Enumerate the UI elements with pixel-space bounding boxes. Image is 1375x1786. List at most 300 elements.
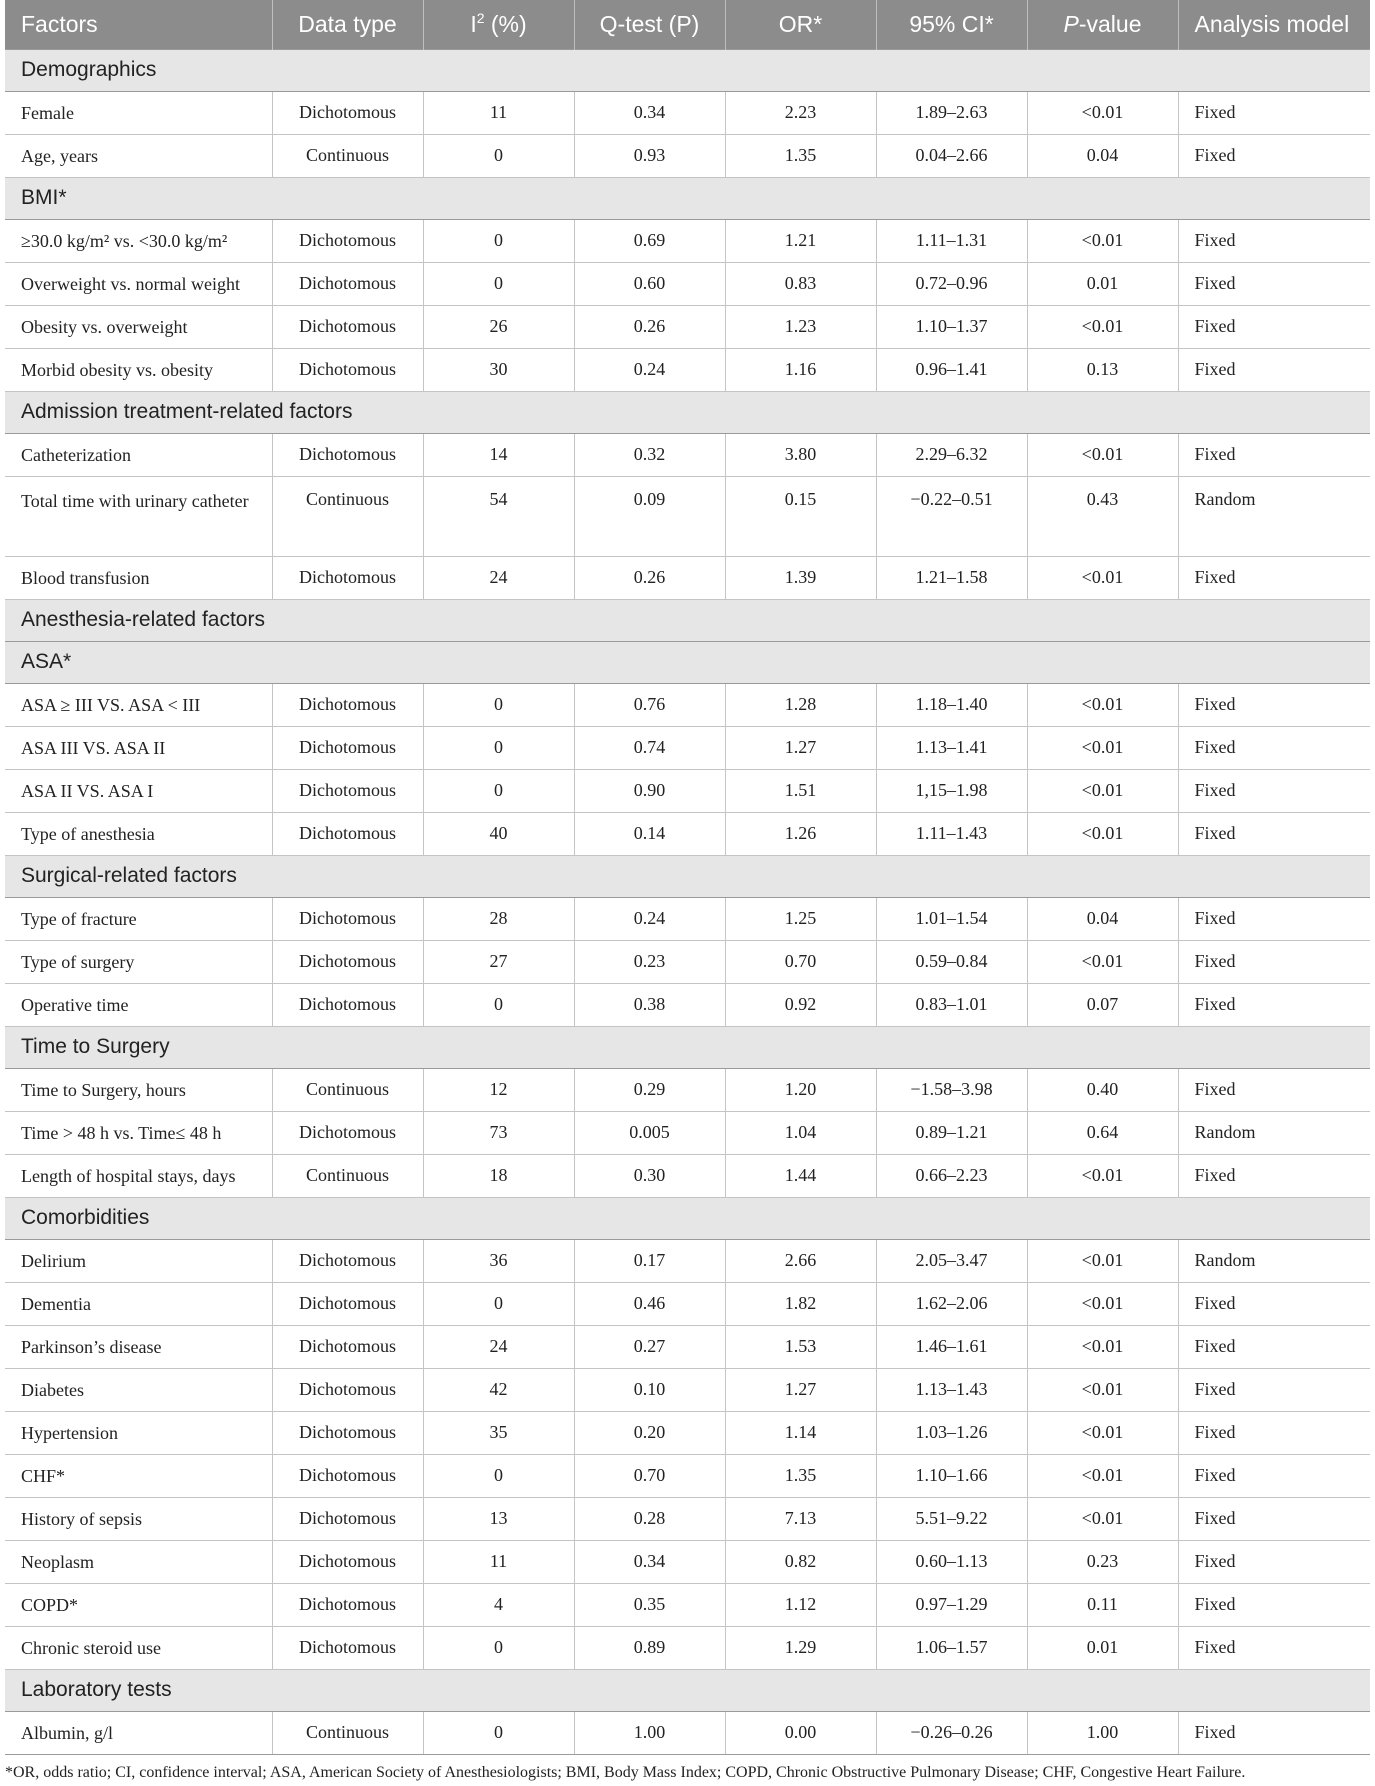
data-type-cell: Dichotomous [272, 1540, 423, 1583]
table-row [5, 1154, 1370, 1197]
factor-cell: Overweight vs. normal weight [5, 262, 272, 305]
data-type-cell: Dichotomous [272, 983, 423, 1026]
or-cell: 1.29 [725, 1626, 876, 1669]
section-row [5, 641, 1370, 683]
data-type-cell: Dichotomous [272, 305, 423, 348]
model-cell: Fixed [1178, 726, 1370, 769]
header-ci: 95% CI* [876, 0, 1027, 49]
data-type-cell: Dichotomous [272, 812, 423, 855]
p-value-cell: <0.01 [1027, 940, 1178, 983]
ci-cell: 1.10–1.37 [876, 305, 1027, 348]
data-type-cell: Dichotomous [272, 1411, 423, 1454]
factor-cell: Catheterization [5, 433, 272, 476]
section-row [5, 1026, 1370, 1068]
section-row [5, 1197, 1370, 1239]
model-cell: Fixed [1178, 1497, 1370, 1540]
factor-cell: Diabetes [5, 1368, 272, 1411]
data-type-cell: Dichotomous [272, 348, 423, 391]
factor-cell: ASA II VS. ASA I [5, 769, 272, 812]
ci-cell: −0.22–0.51 [876, 476, 1027, 556]
i2-cell: 24 [423, 1325, 574, 1368]
ci-cell: 1.11–1.31 [876, 219, 1027, 262]
q-test-cell: 0.34 [574, 91, 725, 134]
or-cell: 0.83 [725, 262, 876, 305]
q-test-cell: 0.09 [574, 476, 725, 556]
table-row [5, 305, 1370, 348]
table-footnote: *OR, odds ratio; CI, confidence interval; ASA, American Society of Anesthesiologists; BMI, Body Mass Index; COPD, Chronic Obstructive Pulmonary Disease; CHF, Congestive Heart Failure. [5, 1763, 1246, 1781]
model-cell: Fixed [1178, 1154, 1370, 1197]
p-value-cell: <0.01 [1027, 1497, 1178, 1540]
i2-cell: 13 [423, 1497, 574, 1540]
ci-cell: 1.06–1.57 [876, 1626, 1027, 1669]
model-cell: Fixed [1178, 940, 1370, 983]
table-row [5, 262, 1370, 305]
q-test-cell: 0.28 [574, 1497, 725, 1540]
factor-cell: Type of fracture [5, 897, 272, 940]
model-cell: Fixed [1178, 1454, 1370, 1497]
ci-cell: 0.72–0.96 [876, 262, 1027, 305]
ci-cell: −1.58–3.98 [876, 1068, 1027, 1111]
q-test-cell: 0.14 [574, 812, 725, 855]
q-test-cell: 0.74 [574, 726, 725, 769]
p-value-cell: <0.01 [1027, 769, 1178, 812]
model-cell: Fixed [1178, 1411, 1370, 1454]
p-value-cell: <0.01 [1027, 812, 1178, 855]
table-row [5, 219, 1370, 262]
factor-cell: ASA ≥ III VS. ASA < III [5, 683, 272, 726]
factor-cell: Chronic steroid use [5, 1626, 272, 1669]
or-cell: 1.44 [725, 1154, 876, 1197]
p-value-cell: <0.01 [1027, 91, 1178, 134]
i2-cell: 28 [423, 897, 574, 940]
ci-cell: 1,15–1.98 [876, 769, 1027, 812]
model-cell: Fixed [1178, 134, 1370, 177]
ci-cell: 0.96–1.41 [876, 348, 1027, 391]
header-p-italic: P [1063, 10, 1079, 37]
or-cell: 1.12 [725, 1583, 876, 1626]
q-test-cell: 0.26 [574, 305, 725, 348]
table-row [5, 348, 1370, 391]
p-value-cell: <0.01 [1027, 219, 1178, 262]
or-cell: 0.15 [725, 476, 876, 556]
q-test-cell: 0.005 [574, 1111, 725, 1154]
ci-cell: 1.18–1.40 [876, 683, 1027, 726]
table-row [5, 1411, 1370, 1454]
i2-cell: 0 [423, 1626, 574, 1669]
data-type-cell: Dichotomous [272, 1239, 423, 1282]
data-type-cell: Dichotomous [272, 1111, 423, 1154]
ci-cell: 0.89–1.21 [876, 1111, 1027, 1154]
p-value-cell: 0.43 [1027, 476, 1178, 556]
ci-cell: 0.04–2.66 [876, 134, 1027, 177]
data-type-cell: Dichotomous [272, 219, 423, 262]
q-test-cell: 0.38 [574, 983, 725, 1026]
q-test-cell: 1.00 [574, 1711, 725, 1754]
p-value-cell: 0.01 [1027, 262, 1178, 305]
ci-cell: 1.62–2.06 [876, 1282, 1027, 1325]
or-cell: 1.20 [725, 1068, 876, 1111]
data-type-cell: Dichotomous [272, 1325, 423, 1368]
data-type-cell: Dichotomous [272, 897, 423, 940]
table-row [5, 683, 1370, 726]
section-row [5, 391, 1370, 433]
p-value-cell: 0.04 [1027, 134, 1178, 177]
p-value-cell: <0.01 [1027, 1325, 1178, 1368]
factor-cell: Female [5, 91, 272, 134]
meta-analysis-table [5, 0, 1370, 1755]
section-title: Demographics [5, 49, 1370, 91]
factor-cell: Operative time [5, 983, 272, 1026]
or-cell: 1.53 [725, 1325, 876, 1368]
ci-cell: 1.21–1.58 [876, 556, 1027, 599]
ci-cell: 0.60–1.13 [876, 1540, 1027, 1583]
or-cell: 1.04 [725, 1111, 876, 1154]
data-type-cell: Dichotomous [272, 91, 423, 134]
ci-cell: −0.26–0.26 [876, 1711, 1027, 1754]
model-cell: Fixed [1178, 683, 1370, 726]
factor-cell: Length of hospital stays, days [5, 1154, 272, 1197]
section-row [5, 599, 1370, 641]
model-cell: Fixed [1178, 348, 1370, 391]
data-type-cell: Dichotomous [272, 556, 423, 599]
or-cell: 0.70 [725, 940, 876, 983]
or-cell: 1.82 [725, 1282, 876, 1325]
section-row [5, 177, 1370, 219]
p-value-cell: <0.01 [1027, 1154, 1178, 1197]
factor-cell: Age, years [5, 134, 272, 177]
or-cell: 0.82 [725, 1540, 876, 1583]
table-row [5, 1626, 1370, 1669]
ci-cell: 1.03–1.26 [876, 1411, 1027, 1454]
factor-cell: Time to Surgery, hours [5, 1068, 272, 1111]
ci-cell: 1.11–1.43 [876, 812, 1027, 855]
q-test-cell: 0.30 [574, 1154, 725, 1197]
i2-cell: 40 [423, 812, 574, 855]
or-cell: 2.66 [725, 1239, 876, 1282]
ci-cell: 2.29–6.32 [876, 433, 1027, 476]
i2-cell: 0 [423, 134, 574, 177]
factor-cell: Total time with urinary catheter [5, 476, 272, 556]
p-value-cell: 0.64 [1027, 1111, 1178, 1154]
header-p-rest: -value [1078, 10, 1142, 37]
or-cell: 3.80 [725, 433, 876, 476]
table-row [5, 1111, 1370, 1154]
or-cell: 1.35 [725, 1454, 876, 1497]
q-test-cell: 0.26 [574, 556, 725, 599]
ci-cell: 0.83–1.01 [876, 983, 1027, 1026]
p-value-cell: <0.01 [1027, 1368, 1178, 1411]
q-test-cell: 0.70 [574, 1454, 725, 1497]
model-cell: Fixed [1178, 556, 1370, 599]
or-cell: 1.27 [725, 726, 876, 769]
table-row [5, 983, 1370, 1026]
section-title: Surgical-related factors [5, 855, 1370, 897]
model-cell: Random [1178, 1111, 1370, 1154]
table-row [5, 940, 1370, 983]
table-row [5, 1497, 1370, 1540]
model-cell: Fixed [1178, 983, 1370, 1026]
header-or: OR* [725, 0, 876, 49]
model-cell: Fixed [1178, 1368, 1370, 1411]
p-value-cell: <0.01 [1027, 305, 1178, 348]
data-type-cell: Dichotomous [272, 1368, 423, 1411]
p-value-cell: 0.11 [1027, 1583, 1178, 1626]
q-test-cell: 0.24 [574, 348, 725, 391]
header-row [5, 0, 1370, 49]
data-type-cell: Dichotomous [272, 769, 423, 812]
table-row [5, 1325, 1370, 1368]
table-row [5, 433, 1370, 476]
or-cell: 0.00 [725, 1711, 876, 1754]
model-cell: Fixed [1178, 1540, 1370, 1583]
header-i2 [423, 0, 574, 49]
factor-cell: CHF* [5, 1454, 272, 1497]
p-value-cell: <0.01 [1027, 1411, 1178, 1454]
q-test-cell: 0.29 [574, 1068, 725, 1111]
or-cell: 7.13 [725, 1497, 876, 1540]
table-row [5, 91, 1370, 134]
i2-cell: 24 [423, 556, 574, 599]
table-row [5, 556, 1370, 599]
model-cell: Fixed [1178, 1325, 1370, 1368]
q-test-cell: 0.10 [574, 1368, 725, 1411]
ci-cell: 2.05–3.47 [876, 1239, 1027, 1282]
header-data-type: Data type [272, 0, 423, 49]
table-row [5, 1583, 1370, 1626]
q-test-cell: 0.76 [574, 683, 725, 726]
i2-cell: 12 [423, 1068, 574, 1111]
model-cell: Fixed [1178, 1282, 1370, 1325]
p-value-cell: 0.07 [1027, 983, 1178, 1026]
factor-cell: Parkinson’s disease [5, 1325, 272, 1368]
q-test-cell: 0.60 [574, 262, 725, 305]
header-i2-base: I [470, 10, 477, 37]
header-model: Analysis model [1194, 10, 1350, 37]
i2-cell: 30 [423, 348, 574, 391]
factor-cell: COPD* [5, 1583, 272, 1626]
or-cell: 1.14 [725, 1411, 876, 1454]
data-type-cell: Continuous [272, 476, 423, 556]
model-cell: Random [1178, 1239, 1370, 1282]
p-value-cell: 0.04 [1027, 897, 1178, 940]
or-cell: 1.51 [725, 769, 876, 812]
model-cell: Fixed [1178, 91, 1370, 134]
p-value-cell: 0.13 [1027, 348, 1178, 391]
i2-cell: 54 [423, 476, 574, 556]
i2-cell: 0 [423, 1454, 574, 1497]
table-body [5, 49, 1370, 1754]
factor-cell: Type of anesthesia [5, 812, 272, 855]
i2-cell: 18 [423, 1154, 574, 1197]
i2-cell: 35 [423, 1411, 574, 1454]
model-cell: Random [1178, 476, 1370, 556]
data-type-cell: Continuous [272, 134, 423, 177]
table-row [5, 1068, 1370, 1111]
section-title: ASA* [5, 641, 1370, 683]
model-cell: Fixed [1178, 1711, 1370, 1754]
i2-cell: 11 [423, 1540, 574, 1583]
header-q-test: Q-test (P) [574, 0, 725, 49]
or-cell: 0.92 [725, 983, 876, 1026]
table-row [5, 1368, 1370, 1411]
p-value-cell: 0.40 [1027, 1068, 1178, 1111]
data-type-cell: Continuous [272, 1154, 423, 1197]
table-row [5, 1239, 1370, 1282]
ci-cell: 1.01–1.54 [876, 897, 1027, 940]
q-test-cell: 0.35 [574, 1583, 725, 1626]
table-row [5, 1711, 1370, 1754]
data-type-cell: Dichotomous [272, 726, 423, 769]
q-test-cell: 0.23 [574, 940, 725, 983]
data-type-cell: Dichotomous [272, 940, 423, 983]
q-test-cell: 0.34 [574, 1540, 725, 1583]
data-type-cell: Dichotomous [272, 1282, 423, 1325]
factor-cell: Delirium [5, 1239, 272, 1282]
data-type-cell: Continuous [272, 1711, 423, 1754]
factor-cell: ≥30.0 kg/m² vs. <30.0 kg/m² [5, 219, 272, 262]
table-row [5, 812, 1370, 855]
model-cell: Fixed [1178, 219, 1370, 262]
section-title: Comorbidities [5, 1197, 1370, 1239]
section-row [5, 855, 1370, 897]
factor-cell: ASA III VS. ASA II [5, 726, 272, 769]
section-row [5, 49, 1370, 91]
i2-cell: 0 [423, 1711, 574, 1754]
section-title: Laboratory tests [5, 1669, 1370, 1711]
table-header [5, 0, 1370, 49]
model-cell: Fixed [1178, 262, 1370, 305]
factor-cell: Type of surgery [5, 940, 272, 983]
q-test-cell: 0.27 [574, 1325, 725, 1368]
model-cell: Fixed [1178, 1626, 1370, 1669]
i2-cell: 0 [423, 726, 574, 769]
table-row [5, 726, 1370, 769]
factor-cell: Neoplasm [5, 1540, 272, 1583]
i2-cell: 0 [423, 1282, 574, 1325]
i2-cell: 36 [423, 1239, 574, 1282]
i2-cell: 4 [423, 1583, 574, 1626]
q-test-cell: 0.20 [574, 1411, 725, 1454]
factor-cell: Albumin, g/l [5, 1711, 272, 1754]
q-test-cell: 0.69 [574, 219, 725, 262]
p-value-cell: <0.01 [1027, 726, 1178, 769]
p-value-cell: <0.01 [1027, 1282, 1178, 1325]
model-cell: Fixed [1178, 897, 1370, 940]
data-type-cell: Continuous [272, 1068, 423, 1111]
data-type-cell: Dichotomous [272, 1583, 423, 1626]
i2-cell: 73 [423, 1111, 574, 1154]
ci-cell: 0.66–2.23 [876, 1154, 1027, 1197]
ci-cell: 1.13–1.41 [876, 726, 1027, 769]
p-value-cell: <0.01 [1027, 433, 1178, 476]
i2-cell: 14 [423, 433, 574, 476]
i2-cell: 0 [423, 262, 574, 305]
data-type-cell: Dichotomous [272, 262, 423, 305]
table-row [5, 897, 1370, 940]
q-test-cell: 0.46 [574, 1282, 725, 1325]
table-row [5, 134, 1370, 177]
factor-cell: Hypertension [5, 1411, 272, 1454]
factor-cell: History of sepsis [5, 1497, 272, 1540]
p-value-cell: <0.01 [1027, 683, 1178, 726]
section-title: BMI* [5, 177, 1370, 219]
factor-cell: Dementia [5, 1282, 272, 1325]
factor-cell: Obesity vs. overweight [5, 305, 272, 348]
factor-cell: Time > 48 h vs. Time≤ 48 h [5, 1111, 272, 1154]
model-cell: Fixed [1178, 433, 1370, 476]
i2-cell: 11 [423, 91, 574, 134]
model-cell: Fixed [1178, 812, 1370, 855]
data-type-cell: Dichotomous [272, 683, 423, 726]
q-test-cell: 0.32 [574, 433, 725, 476]
data-type-cell: Dichotomous [272, 433, 423, 476]
p-value-cell: 0.01 [1027, 1626, 1178, 1669]
q-test-cell: 0.90 [574, 769, 725, 812]
table-row [5, 769, 1370, 812]
section-row [5, 1669, 1370, 1711]
header-p-value [1027, 0, 1178, 49]
q-test-cell: 0.89 [574, 1626, 725, 1669]
section-title: Time to Surgery [5, 1026, 1370, 1068]
header-factors: Factors [5, 0, 272, 49]
i2-cell: 26 [423, 305, 574, 348]
or-cell: 2.23 [725, 91, 876, 134]
i2-cell: 0 [423, 219, 574, 262]
i2-cell: 0 [423, 683, 574, 726]
factor-cell: Blood transfusion [5, 556, 272, 599]
or-cell: 1.16 [725, 348, 876, 391]
model-cell: Fixed [1178, 769, 1370, 812]
data-type-cell: Dichotomous [272, 1454, 423, 1497]
or-cell: 1.26 [725, 812, 876, 855]
data-type-cell: Dichotomous [272, 1497, 423, 1540]
ci-cell: 0.59–0.84 [876, 940, 1027, 983]
model-cell: Fixed [1178, 1068, 1370, 1111]
section-title: Admission treatment-related factors [5, 391, 1370, 433]
table-row [5, 476, 1370, 556]
or-cell: 1.25 [725, 897, 876, 940]
ci-cell: 1.89–2.63 [876, 91, 1027, 134]
p-value-cell: 0.23 [1027, 1540, 1178, 1583]
or-cell: 1.39 [725, 556, 876, 599]
p-value-cell: <0.01 [1027, 1239, 1178, 1282]
ci-cell: 1.13–1.43 [876, 1368, 1027, 1411]
p-value-cell: <0.01 [1027, 556, 1178, 599]
model-cell: Fixed [1178, 305, 1370, 348]
ci-cell: 1.46–1.61 [876, 1325, 1027, 1368]
ci-cell: 1.10–1.66 [876, 1454, 1027, 1497]
or-cell: 1.35 [725, 134, 876, 177]
ci-cell: 5.51–9.22 [876, 1497, 1027, 1540]
data-type-cell: Dichotomous [272, 1626, 423, 1669]
i2-cell: 42 [423, 1368, 574, 1411]
or-cell: 1.27 [725, 1368, 876, 1411]
header-i2-rest: (%) [484, 10, 527, 37]
table-row [5, 1454, 1370, 1497]
q-test-cell: 0.93 [574, 134, 725, 177]
table-row [5, 1282, 1370, 1325]
i2-cell: 27 [423, 940, 574, 983]
factor-cell: Morbid obesity vs. obesity [5, 348, 272, 391]
q-test-cell: 0.24 [574, 897, 725, 940]
p-value-cell: 1.00 [1027, 1711, 1178, 1754]
p-value-cell: <0.01 [1027, 1454, 1178, 1497]
or-cell: 1.21 [725, 219, 876, 262]
header-i2-sup: 2 [476, 9, 485, 26]
or-cell: 1.23 [725, 305, 876, 348]
model-cell: Fixed [1178, 1583, 1370, 1626]
i2-cell: 0 [423, 769, 574, 812]
